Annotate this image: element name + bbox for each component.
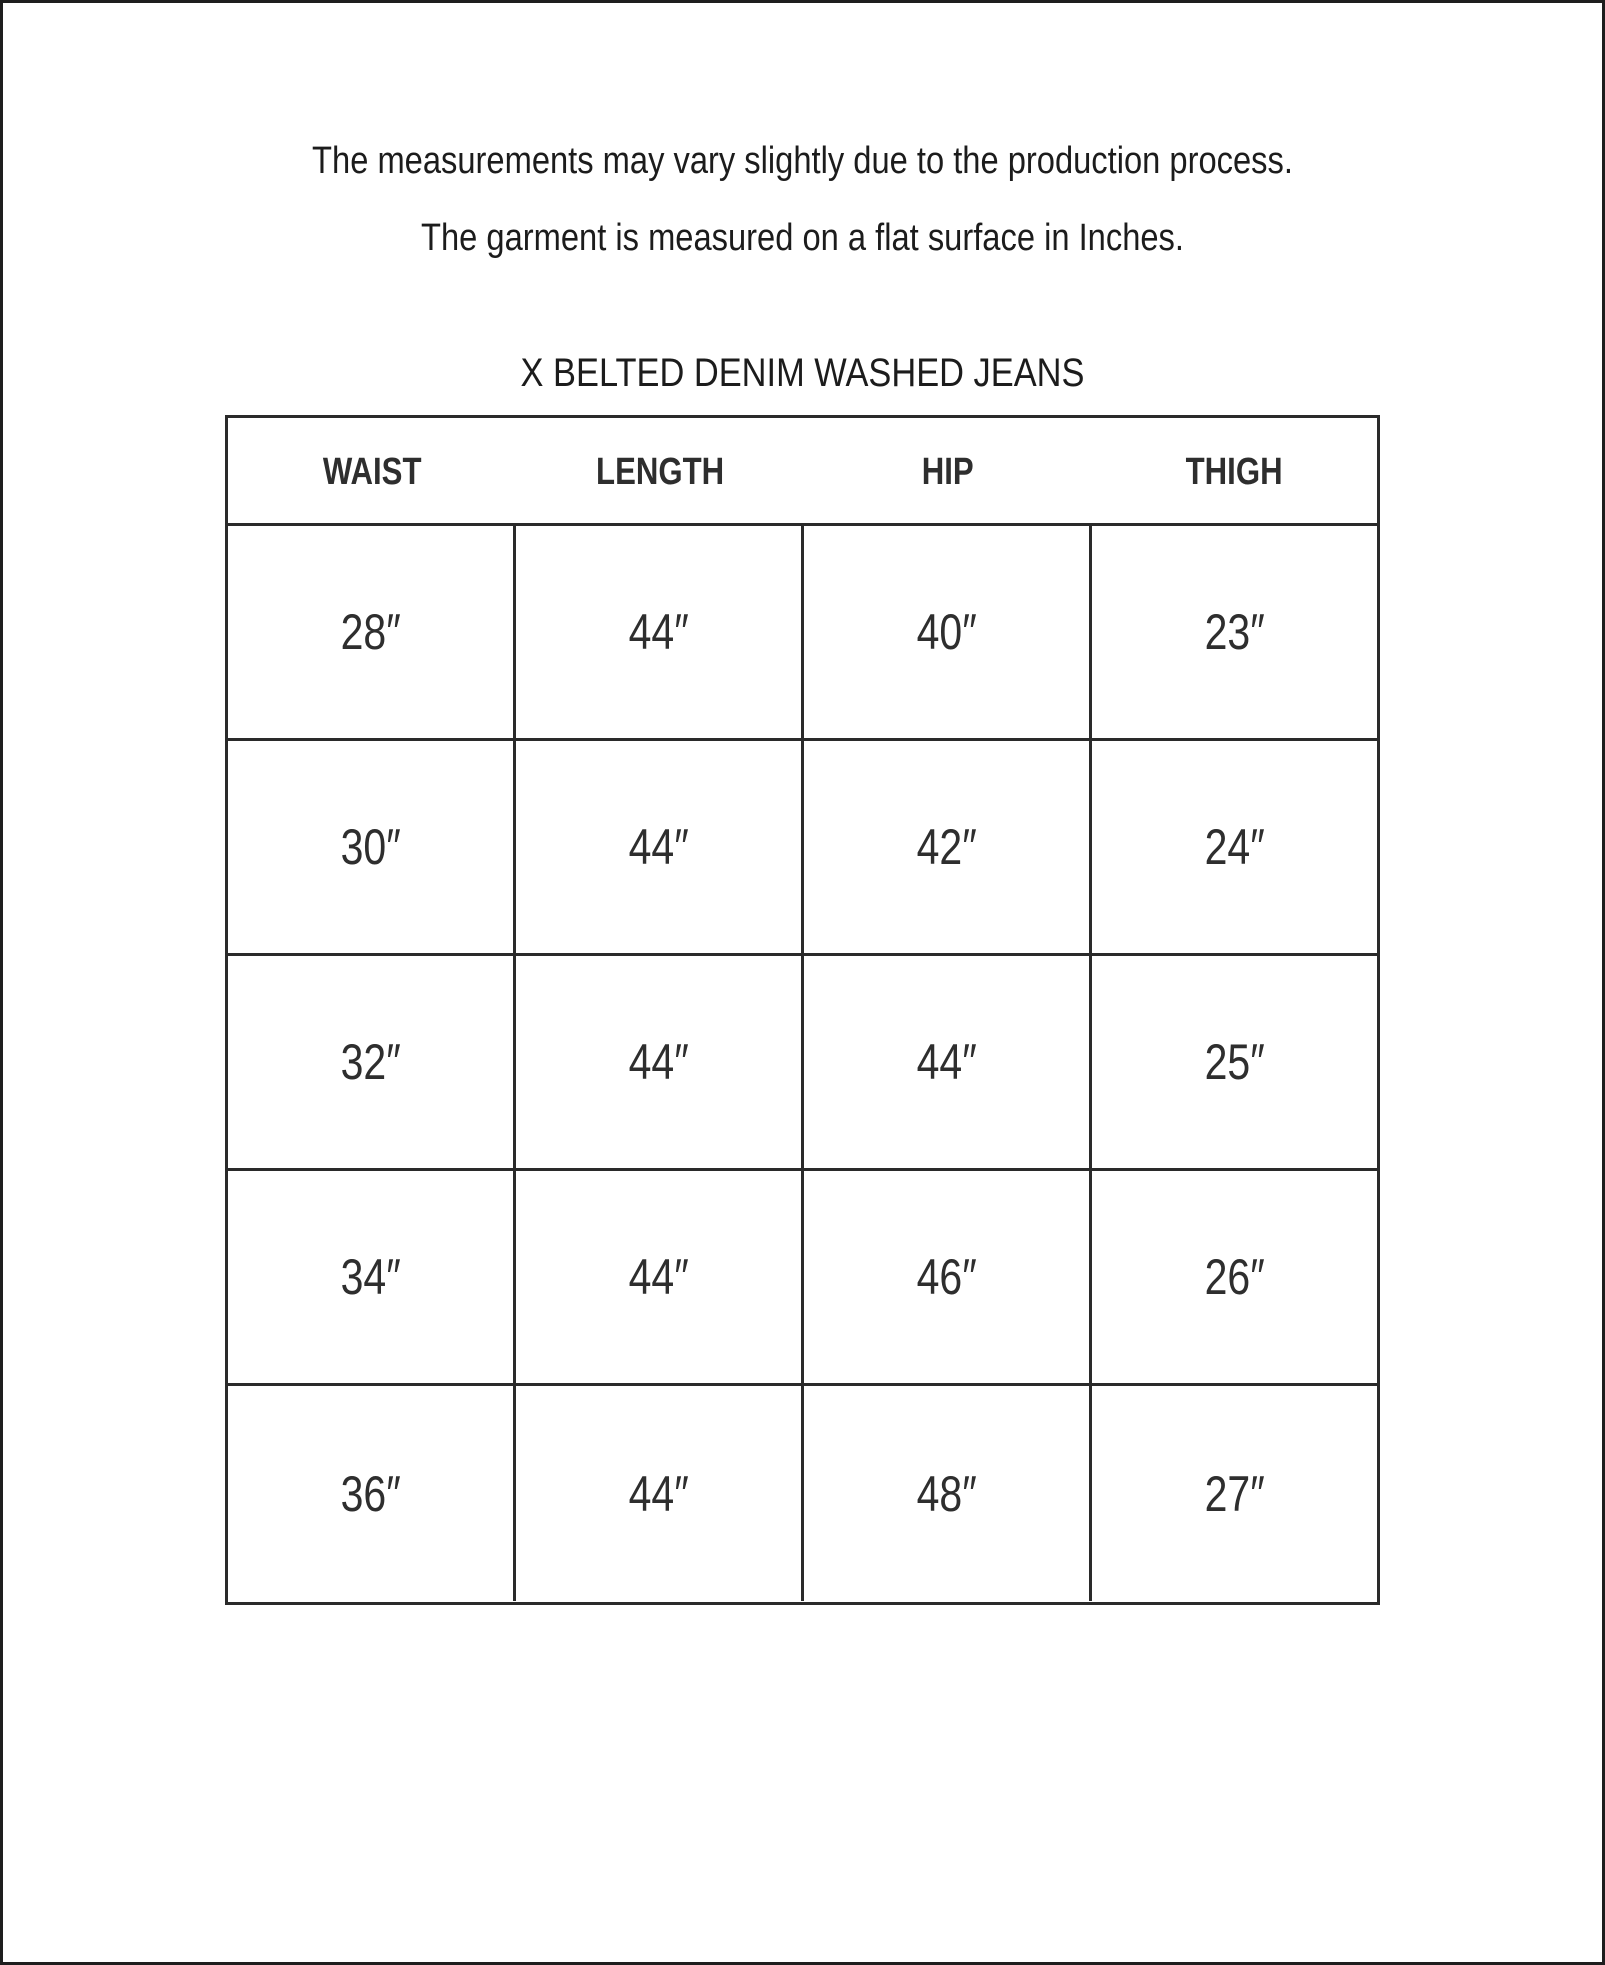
cell-hip: 48″ xyxy=(804,1386,1092,1601)
cell-hip: 42″ xyxy=(804,741,1092,956)
cell-thigh: 24″ xyxy=(1092,741,1377,956)
header-thigh: THIGH xyxy=(1186,450,1283,493)
cell-hip: 40″ xyxy=(804,526,1092,741)
measurement-note-line-2: The garment is measured on a flat surface in Inches. xyxy=(421,217,1184,259)
cell-thigh: 26″ xyxy=(1092,1171,1377,1386)
measurement-note-line-1: The measurements may vary slightly due to the production process. xyxy=(312,140,1293,182)
header-hip: HIP xyxy=(922,450,974,493)
cell-length: 44″ xyxy=(516,956,804,1171)
cell-thigh: 27″ xyxy=(1204,1465,1265,1522)
cell-waist: 34″ xyxy=(228,1171,516,1386)
cell-length: 44″ xyxy=(516,1171,804,1386)
cell-waist: 30″ xyxy=(228,741,516,956)
cell-thigh: 23″ xyxy=(1092,526,1377,741)
cell-waist: 32″ xyxy=(228,956,516,1171)
table-title: X BELTED DENIM WASHED JEANS xyxy=(520,351,1085,395)
cell-hip: 46″ xyxy=(804,1171,1092,1386)
cell-hip: 44″ xyxy=(804,956,1092,1171)
table-body xyxy=(228,526,1377,1602)
table-row xyxy=(228,956,1377,1171)
cell-length: 44″ xyxy=(516,526,804,741)
table-row xyxy=(228,1386,1377,1602)
table-row xyxy=(228,1171,1377,1386)
cell-thigh: 25″ xyxy=(1092,956,1377,1171)
cell-waist: 28″ xyxy=(228,526,516,741)
header-waist: WAIST xyxy=(322,450,422,493)
table-row xyxy=(228,741,1377,956)
cell-length: 44″ xyxy=(516,741,804,956)
cell-length: 44″ xyxy=(516,1386,804,1601)
table-row xyxy=(228,526,1377,741)
size-chart-table xyxy=(225,415,1380,1605)
cell-waist: 36″ xyxy=(228,1386,516,1601)
header-length: LENGTH xyxy=(595,450,725,493)
table-header-row xyxy=(228,418,1377,526)
